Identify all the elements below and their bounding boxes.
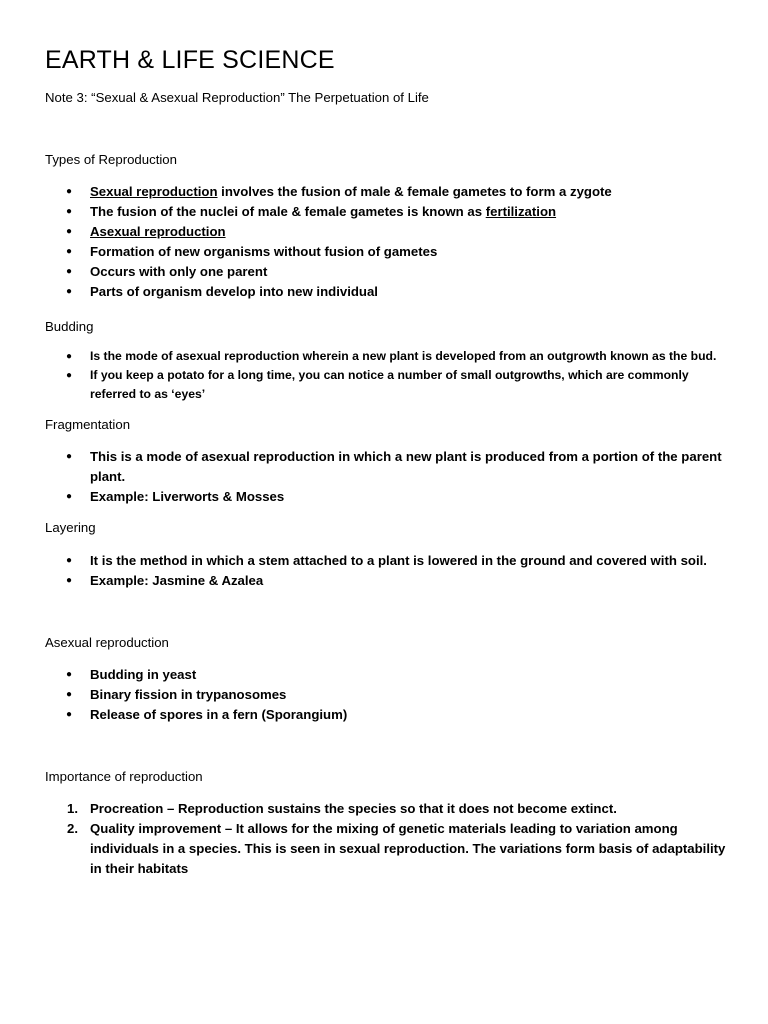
list-item bbox=[0, 242, 768, 262]
list-item bbox=[0, 551, 768, 571]
asexual-list bbox=[0, 665, 768, 725]
list-item-text: involves the fusion of male & female gametes to form a zygote bbox=[217, 184, 612, 199]
budding-list bbox=[0, 347, 768, 404]
list-item-text: Formation of new organisms without fusion of gametes bbox=[90, 244, 438, 259]
list-item bbox=[0, 262, 768, 282]
asexual-heading: Asexual reproduction bbox=[45, 635, 169, 650]
list-item bbox=[0, 202, 768, 222]
list-item bbox=[0, 799, 768, 819]
list-item bbox=[0, 366, 768, 404]
list-item-text: If you keep a potato for a long time, you can notice a number of small outgrowths, which are commonly referred to as ‘eyes’ bbox=[90, 368, 689, 401]
bullet-icon: ● bbox=[66, 351, 73, 362]
bullet-icon: ● bbox=[66, 575, 73, 586]
bullet-icon: ● bbox=[66, 286, 73, 297]
note-subtitle: Note 3: “Sexual & Asexual Reproduction” The Perpetuation of Life bbox=[45, 90, 429, 105]
list-item-text: The fusion of the nuclei of male & female gametes is known as bbox=[90, 204, 486, 219]
bullet-icon: ● bbox=[66, 669, 73, 680]
importance-heading: Importance of reproduction bbox=[45, 769, 203, 784]
list-item-text: Release of spores in a fern (Sporangium) bbox=[90, 707, 348, 722]
bullet-icon: ● bbox=[66, 226, 73, 237]
list-item bbox=[0, 705, 768, 725]
list-item bbox=[0, 182, 768, 202]
list-item-text: Quality improvement – It allows for the mixing of genetic materials leading to variation among individuals in a species. This is seen in sexual reproduction. The variations form basis of adaptability in their habitats bbox=[90, 821, 726, 876]
asexual-reproduction-term: Asexual reproduction bbox=[90, 224, 226, 239]
list-item bbox=[0, 487, 768, 507]
bullet-icon: ● bbox=[66, 451, 73, 462]
bullet-icon: ● bbox=[66, 246, 73, 257]
list-item-text: Procreation – Reproduction sustains the species so that it does not become extinct. bbox=[90, 801, 617, 816]
bullet-icon: ● bbox=[66, 266, 73, 277]
list-item-text: Budding in yeast bbox=[90, 667, 197, 682]
list-item bbox=[0, 665, 768, 685]
importance-list bbox=[0, 799, 768, 879]
list-item bbox=[0, 282, 768, 302]
layering-heading: Layering bbox=[45, 520, 96, 535]
layering-list bbox=[0, 551, 768, 591]
bullet-icon: ● bbox=[66, 186, 73, 197]
types-list bbox=[0, 182, 768, 302]
list-item bbox=[0, 347, 768, 366]
document-title: EARTH & LIFE SCIENCE bbox=[45, 46, 335, 74]
list-item-text: Example: Jasmine & Azalea bbox=[90, 573, 264, 588]
fertilization-term: fertilization bbox=[485, 204, 557, 219]
list-item bbox=[0, 447, 768, 487]
budding-heading: Budding bbox=[45, 319, 94, 334]
bullet-icon: ● bbox=[66, 555, 73, 566]
list-number: 2. bbox=[67, 821, 78, 836]
list-item bbox=[0, 685, 768, 705]
list-item-text: Is the mode of asexual reproduction wherein a new plant is developed from an outgrowth known as the bud. bbox=[90, 349, 717, 363]
list-item-text: Binary fission in trypanosomes bbox=[90, 687, 287, 702]
list-item-text: Occurs with only one parent bbox=[90, 264, 268, 279]
bullet-icon: ● bbox=[66, 709, 73, 720]
fragmentation-list bbox=[0, 447, 768, 507]
bullet-icon: ● bbox=[66, 491, 73, 502]
types-heading: Types of Reproduction bbox=[45, 152, 177, 167]
list-number: 1. bbox=[67, 801, 78, 816]
bullet-icon: ● bbox=[66, 206, 73, 217]
list-item bbox=[0, 571, 768, 591]
sexual-reproduction-term: Sexual reproduction bbox=[90, 184, 218, 199]
list-item-text: This is a mode of asexual reproduction in which a new plant is produced from a portion of the parent plant. bbox=[90, 449, 722, 484]
bullet-icon: ● bbox=[66, 370, 73, 381]
bullet-icon: ● bbox=[66, 689, 73, 700]
list-item-text: It is the method in which a stem attached to a plant is lowered in the ground and covered with soil. bbox=[90, 553, 707, 568]
list-item-text: Parts of organism develop into new individual bbox=[90, 284, 378, 299]
fragmentation-heading: Fragmentation bbox=[45, 417, 131, 432]
list-item bbox=[0, 819, 768, 879]
list-item bbox=[0, 222, 768, 242]
list-item-text: Example: Liverworts & Mosses bbox=[90, 489, 285, 504]
